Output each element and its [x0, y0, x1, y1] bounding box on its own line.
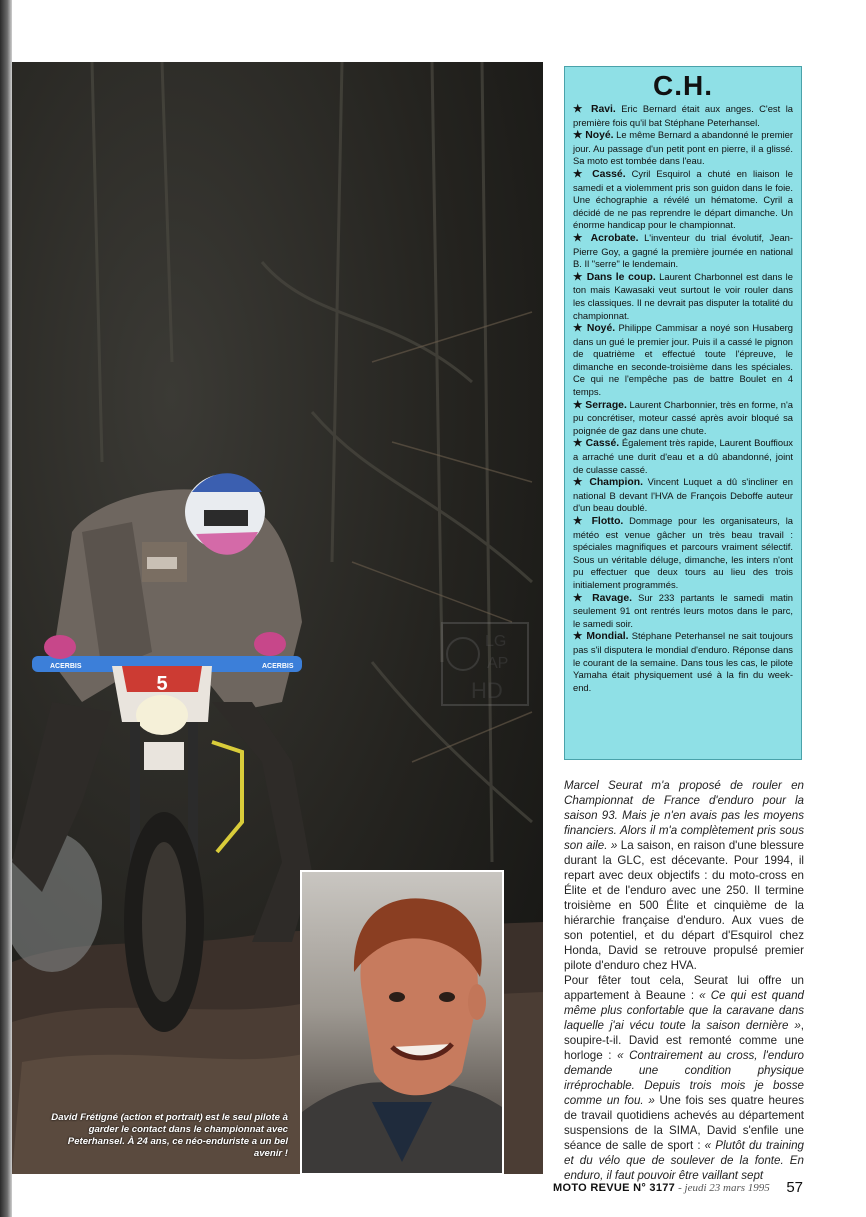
- sidebar-item: [573, 232, 793, 271]
- portrait-photo: [300, 870, 504, 1175]
- sidebar-item: [573, 630, 793, 694]
- sidebar-item-head: ★ Acrobate.: [573, 232, 639, 244]
- sidebar-item-head: ★ Cassé.: [573, 168, 626, 180]
- sidebar-item: [573, 103, 793, 129]
- handguard-right-label: ACERBIS: [262, 663, 294, 670]
- sidebar-item: [573, 399, 793, 438]
- sidebar-item: [573, 476, 793, 515]
- sidebar-item-head: ★ Mondial.: [573, 631, 629, 643]
- sidebar-item-text: Sur 233 partants le samedi matin seulement 91 ont rentrés leurs motos dans le parc, le samedi soir.: [573, 591, 793, 629]
- article-quote: « Plutôt du training et du vélo que de soulever de la fonte. En enduro, il faut pouvoir être vaillant sept: [564, 1139, 804, 1182]
- sidebar-item-head: ★ Serrage.: [573, 399, 627, 411]
- sidebar-item-text: Dommage pour les organisateurs, la météo est venue gâcher un très beau travail : spéciales magnifiques et parcours vraiment sélectif. Sous un véritable déluge, dimanche, les inters n'ont pu effectuer que deux tours au lieu des trois initialement programmés.: [573, 515, 793, 590]
- article-text: La saison, en raison d'une blessure durant la GLC, est décevante. Pour 1994, il repart avec deux objectifs : du moto-cross en Élite et de l'enduro avec une 250. Il termine troisième en 500 Élite et cinquième de la hiérarchie française d'enduro. Aux vues de son potentiel, et du départ d'Esquirol chez Honda, David se retrouve propulsé premier pilote d'enduro chez HVA.: [564, 839, 804, 972]
- watermark-logo: [441, 622, 529, 706]
- article-text: , soupire-t-il. David est remonté comme une horloge :: [564, 1019, 804, 1062]
- footer-date: - jeudi 23 mars 1995: [678, 1182, 770, 1194]
- sidebar-item: [573, 168, 793, 232]
- portrait-drawing: [302, 872, 502, 1173]
- photo-caption: David Frétigné (action et portrait) est le seul pilote à garder le contact dans le championnat avec Peterhansel. À 24 ans, ce néo-enduriste a un bel avenir !: [51, 1112, 288, 1159]
- page-footer: [553, 1179, 803, 1202]
- handguard-left-label: ACERBIS: [50, 663, 82, 670]
- sidebar-box: [564, 66, 802, 760]
- sidebar-item-text: Stéphane Peterhansel ne sait toujours pas s'il disputera le mondial d'enduro. Réponse dans le courant de la semaine. Dans tous les cas, le pilote Yamaha était physiquement usé à la fin du week-end.: [573, 630, 793, 693]
- article-paragraph: [564, 778, 804, 973]
- article-body: [564, 778, 804, 1183]
- watermark-line1: LG: [485, 633, 507, 650]
- sidebar-item-text: Eric Bernard était aux anges. C'est la première fois qu'il bat Stéphane Peterhansel.: [573, 103, 793, 128]
- article-text: Pour fêter tout cela, Seurat lui offre un appartement à Beaune :: [564, 974, 804, 1002]
- sidebar-item-head: ★ Flotto.: [573, 516, 624, 527]
- sidebar-item: [573, 271, 793, 322]
- sidebar-item: [573, 592, 793, 631]
- sidebar-item-text: Vincent Luquet a dû s'incliner en national B devant l'HVA de François Deboffe auteur d'un beau doublé.: [573, 476, 793, 514]
- sidebar-item-text: Laurent Charbonnel est dans le ton mais Kawasaki veut surtout le voir rouler dans les classiques. Il ne devrait pas disputer la totalité du championnat.: [573, 270, 793, 321]
- sidebar-item-text: L'inventeur du trial évolutif, Jean-Pierre Goy, a gagné la première journée en national B. Il "serre" le lendemain.: [573, 231, 793, 270]
- article-quote: « Ce qui est quand même plus confortable que la caravane dans laquelle j'ai vécu toute la saison dernière »: [564, 989, 804, 1032]
- watermark-line3: HD: [471, 678, 503, 703]
- sidebar-item-head: ★ Ravage.: [573, 592, 632, 604]
- article-paragraph: [564, 973, 804, 1183]
- plate-number: 5: [156, 673, 168, 695]
- sidebar-item-head: ★ Champion.: [573, 477, 643, 489]
- sidebar-item-head: ★ Noyé.: [573, 130, 614, 142]
- watermark: [441, 622, 529, 706]
- sidebar-item-text: Cyril Esquirol a chuté en liaison le samedi et a violemment pris son guidon dans le foie. Une échographie a révélé un hématome. Cyril a décidé de ne pas reprendre le départ dimanche. Un énorme handicap pour le championnat.: [573, 167, 793, 231]
- sidebar-item-text: Le même Bernard a abandonné le premier jour. Au passage d'un petit pont en pierre, il a glissé. Sa moto est tombée dans l'eau.: [573, 129, 793, 167]
- sidebar-item: [573, 515, 793, 592]
- watermark-line2: AP: [487, 655, 509, 672]
- page-binding-edge: [0, 0, 12, 1217]
- sidebar-item-text: Laurent Charbonnier, très en forme, n'a pu concrétiser, moteur cassé après avoir bloqué sa poignée de gaz dans une chute.: [573, 398, 793, 436]
- sidebar-item-text: Également très rapide, Laurent Bouffioux a arraché une durit d'eau et a dû abandonné, joint de culasse cassé.: [573, 437, 793, 475]
- page-number: 57: [786, 1179, 803, 1196]
- article-quote: « Contrairement au cross, l'enduro demande une condition physique irréprochable. Depuis trois mois je bosse comme un fou. »: [564, 1049, 804, 1107]
- sidebar-item: [573, 129, 793, 168]
- sidebar-item-head: ★ Cassé.: [573, 438, 620, 450]
- article-text: Une fois ses quatre heures de travail quotidiens achevés au département suspensions de la SIMA, David s'enfile une séance de salle de sport :: [564, 1094, 805, 1152]
- sidebar-item: [573, 322, 793, 399]
- sidebar-item-head: ★ Ravi.: [573, 104, 616, 115]
- sidebar-item-head: ★ Noyé.: [573, 323, 616, 335]
- sidebar-title: C.H.: [653, 70, 713, 101]
- sidebar-item-head: ★ Dans le coup.: [573, 271, 656, 283]
- footer-magazine: MOTO REVUE N° 3177: [553, 1182, 676, 1194]
- article-quote: Marcel Seurat m'a proposé de rouler en Championnat de France d'enduro pour la saison 93. Mais je n'en avais pas les moyens financiers. Alors il m'a complètement pris sous son aile. »: [564, 779, 804, 852]
- sidebar-item: [573, 437, 793, 476]
- sidebar-item-text: Philippe Cammisar a noyé son Husaberg dans un gué le premier jour. Puis il a cassé le pignon de quatrième et effectué toute l'épreuve, le dimanche en seconde-troisième dans les spéciales. Ce qui ne l'empêche pas de battre Boulet en 4 temps.: [573, 322, 793, 398]
